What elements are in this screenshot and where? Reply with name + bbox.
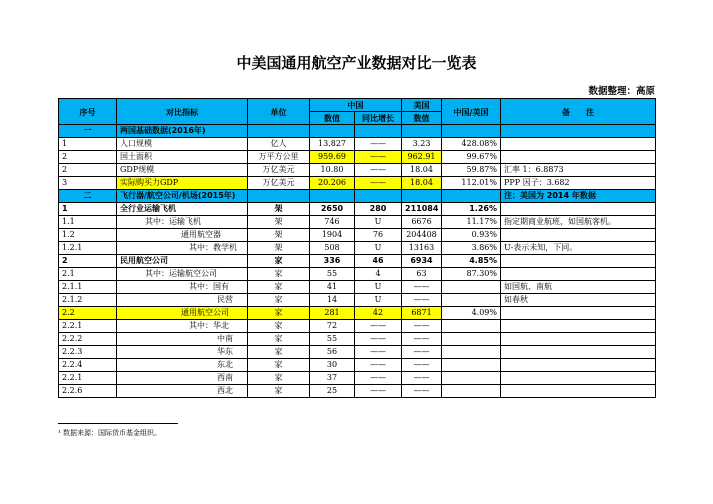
table-row (59, 372, 656, 385)
row-unit: 架 (248, 216, 310, 229)
row-unit: 亿人 (248, 138, 310, 151)
table-row (59, 203, 656, 216)
row-china-value: 55 (310, 268, 355, 281)
row-china-value: 56 (310, 346, 355, 359)
row-ratio: 1.26% (442, 203, 501, 216)
page-title: 中美国通用航空产业数据对比一览表 (236, 54, 477, 72)
row-indicator: 全行业运输飞机 (117, 203, 248, 216)
row-unit: 家 (248, 307, 310, 320)
row-remark (501, 346, 656, 359)
row-indicator: 其中：华北 (117, 320, 248, 333)
row-ratio: 59.87% (442, 164, 501, 177)
row-ratio (442, 385, 501, 398)
row-usa-value: 3.23 (402, 138, 442, 151)
table-row (59, 190, 656, 203)
row-china-growth: —— (355, 177, 402, 190)
table-row (59, 255, 656, 268)
row-unit: 家 (248, 281, 310, 294)
row-usa-value: 211084 (402, 203, 442, 216)
row-china-value: 55 (310, 333, 355, 346)
row-usa-value (402, 190, 442, 203)
row-no: 2.1.1 (59, 281, 117, 294)
row-china-value: 10.80 (310, 164, 355, 177)
author-label: 数据整理：高原 (588, 86, 655, 97)
row-china-value: 336 (310, 255, 355, 268)
row-usa-value: —— (402, 359, 442, 372)
row-no: 2 (59, 164, 117, 177)
row-remark (501, 229, 656, 242)
row-no: 二 (59, 190, 117, 203)
row-usa-value: —— (402, 294, 442, 307)
row-ratio: 4.09% (442, 307, 501, 320)
row-china-growth: —— (355, 333, 402, 346)
row-china-value: 72 (310, 320, 355, 333)
table-row (59, 216, 656, 229)
header-usa: 美国 (402, 99, 442, 112)
row-china-value: 20.206 (310, 177, 355, 190)
table-body (59, 99, 656, 398)
row-usa-value: 6934 (402, 255, 442, 268)
row-unit: 万平方公里 (248, 151, 310, 164)
row-unit: 家 (248, 385, 310, 398)
row-ratio (442, 190, 501, 203)
row-no: 1 (59, 203, 117, 216)
table-row (59, 151, 656, 164)
row-ratio: 4.85% (442, 255, 501, 268)
row-indicator: 民营 (117, 294, 248, 307)
row-ratio: 112.01% (442, 177, 501, 190)
row-china-growth: 280 (355, 203, 402, 216)
row-ratio (442, 333, 501, 346)
row-china-value: 30 (310, 359, 355, 372)
row-indicator: 其中：国有 (117, 281, 248, 294)
row-unit: 家 (248, 255, 310, 268)
table-row (59, 359, 656, 372)
row-remark: 如国航、南航 (501, 281, 656, 294)
header-unit: 单位 (248, 99, 310, 125)
row-usa-value: —— (402, 385, 442, 398)
row-china-growth: —— (355, 320, 402, 333)
row-china-value: 1904 (310, 229, 355, 242)
row-remark (501, 151, 656, 164)
row-remark (501, 385, 656, 398)
header-no: 序号 (59, 99, 117, 125)
table-row (59, 164, 656, 177)
row-china-value: 25 (310, 385, 355, 398)
table-row (59, 268, 656, 281)
row-china-growth: U (355, 281, 402, 294)
row-no: 一 (59, 125, 117, 138)
row-china-value: 37 (310, 372, 355, 385)
row-usa-value (402, 125, 442, 138)
row-ratio: 428.08% (442, 138, 501, 151)
row-china-growth: U (355, 294, 402, 307)
row-remark (501, 372, 656, 385)
row-usa-value: —— (402, 281, 442, 294)
header-remark: 备 注 (501, 99, 656, 125)
row-china-growth: —— (355, 138, 402, 151)
table-row (59, 320, 656, 333)
footnote: ¹ 数据来源：国际货币基金组织。 (58, 429, 162, 437)
row-indicator: 其中：运输航空公司 (117, 268, 248, 281)
table-row (59, 307, 656, 320)
row-indicator: 其中：教学机 (117, 242, 248, 255)
row-china-value: 41 (310, 281, 355, 294)
row-indicator: 飞行器/航空公司/机场(2015年) (117, 190, 248, 203)
row-no: 2 (59, 255, 117, 268)
row-indicator: 华东 (117, 346, 248, 359)
row-ratio: 87.30% (442, 268, 501, 281)
row-china-growth: 46 (355, 255, 402, 268)
row-ratio: 11.17% (442, 216, 501, 229)
row-no: 1.1 (59, 216, 117, 229)
row-usa-value: 962.91 (402, 151, 442, 164)
table-row (59, 281, 656, 294)
row-no: 2.2.4 (59, 359, 117, 372)
comparison-table (58, 98, 656, 398)
header-ratio: 中国/美国 (442, 99, 501, 125)
row-unit: 家 (248, 359, 310, 372)
row-china-value: 746 (310, 216, 355, 229)
row-remark: 指定期商业航班，如国航客机。 (501, 216, 656, 229)
footnote-rule (58, 423, 178, 424)
row-usa-value: 13163 (402, 242, 442, 255)
header-china: 中国 (310, 99, 402, 112)
row-remark (501, 125, 656, 138)
row-no: 2.2 (59, 307, 117, 320)
row-usa-value: 204408 (402, 229, 442, 242)
row-china-value: 508 (310, 242, 355, 255)
row-usa-value: —— (402, 333, 442, 346)
row-remark (501, 320, 656, 333)
row-remark: U-表示未知，下同。 (501, 242, 656, 255)
row-ratio (442, 359, 501, 372)
row-ratio: 99.67% (442, 151, 501, 164)
row-china-value (310, 125, 355, 138)
row-china-value (310, 190, 355, 203)
row-remark: 注：美国为 2014 年数据 (501, 190, 656, 203)
row-china-growth: —— (355, 359, 402, 372)
row-china-growth: —— (355, 372, 402, 385)
row-ratio (442, 320, 501, 333)
row-no: 2.2.3 (59, 346, 117, 359)
row-ratio (442, 125, 501, 138)
row-usa-value: 18.04 (402, 177, 442, 190)
table-row (59, 242, 656, 255)
table-row (59, 385, 656, 398)
row-remark (501, 138, 656, 151)
row-china-growth: —— (355, 151, 402, 164)
row-unit: 万亿美元 (248, 164, 310, 177)
row-unit: 家 (248, 294, 310, 307)
row-china-growth (355, 125, 402, 138)
header-value: 数值 (310, 112, 355, 125)
row-no: 2.1 (59, 268, 117, 281)
row-china-value: 959.69 (310, 151, 355, 164)
row-indicator: 国土面积 (117, 151, 248, 164)
row-remark: PPP 因子：3.682 (501, 177, 656, 190)
row-unit: 万亿美元 (248, 177, 310, 190)
row-no: 1.2 (59, 229, 117, 242)
row-indicator: 通用航空器 (117, 229, 248, 242)
row-unit: 架 (248, 242, 310, 255)
row-no: 2.1.2 (59, 294, 117, 307)
row-ratio (442, 281, 501, 294)
table-row (59, 346, 656, 359)
row-usa-value: 18.04 (402, 164, 442, 177)
row-indicator: 通用航空公司 (117, 307, 248, 320)
row-unit: 家 (248, 346, 310, 359)
row-indicator: 中南 (117, 333, 248, 346)
row-no: 2 (59, 151, 117, 164)
row-ratio (442, 294, 501, 307)
row-unit (248, 125, 310, 138)
row-china-growth: U (355, 242, 402, 255)
row-no: 3 (59, 177, 117, 190)
header-indicator: 对比指标 (117, 99, 248, 125)
row-no: 2.2.1 (59, 372, 117, 385)
row-indicator: 西南 (117, 372, 248, 385)
row-ratio: 0.93% (442, 229, 501, 242)
row-remark (501, 359, 656, 372)
table-row (59, 125, 656, 138)
row-unit (248, 190, 310, 203)
row-indicator: 实际购买力GDP (117, 177, 248, 190)
row-no: 1 (59, 138, 117, 151)
row-unit: 架 (248, 229, 310, 242)
header-row-1 (59, 99, 656, 112)
row-no: 2.2.1 (59, 320, 117, 333)
row-usa-value: —— (402, 346, 442, 359)
header-usa-value: 数值 (402, 112, 442, 125)
row-indicator: 东北 (117, 359, 248, 372)
row-indicator: 两国基础数据(2016年) (117, 125, 248, 138)
row-no: 2.2.2 (59, 333, 117, 346)
row-china-growth: —— (355, 385, 402, 398)
row-china-value: 13.827 (310, 138, 355, 151)
row-china-growth: —— (355, 164, 402, 177)
row-remark (501, 307, 656, 320)
table-row (59, 138, 656, 151)
table-row (59, 229, 656, 242)
row-unit: 架 (248, 203, 310, 216)
row-remark (501, 255, 656, 268)
row-unit: 家 (248, 372, 310, 385)
row-remark: 如春秋 (501, 294, 656, 307)
row-unit: 家 (248, 333, 310, 346)
row-indicator: GDP规模 (117, 164, 248, 177)
row-usa-value: 63 (402, 268, 442, 281)
row-china-growth: U (355, 216, 402, 229)
row-ratio: 3.86% (442, 242, 501, 255)
row-ratio (442, 346, 501, 359)
row-indicator: 其中：运输飞机 (117, 216, 248, 229)
row-china-growth (355, 190, 402, 203)
row-china-growth: 4 (355, 268, 402, 281)
row-usa-value: 6871 (402, 307, 442, 320)
row-indicator: 人口规模 (117, 138, 248, 151)
row-unit: 家 (248, 268, 310, 281)
table-row (59, 294, 656, 307)
row-china-growth: —— (355, 346, 402, 359)
row-indicator: 西北 (117, 385, 248, 398)
row-remark (501, 333, 656, 346)
row-china-value: 281 (310, 307, 355, 320)
row-usa-value: 6676 (402, 216, 442, 229)
row-china-value: 2650 (310, 203, 355, 216)
header-growth: 同比增长 (355, 112, 402, 125)
row-remark (501, 268, 656, 281)
table-row (59, 177, 656, 190)
table-row (59, 333, 656, 346)
row-usa-value: —— (402, 372, 442, 385)
row-china-value: 14 (310, 294, 355, 307)
row-remark (501, 203, 656, 216)
row-china-growth: 76 (355, 229, 402, 242)
row-usa-value: —— (402, 320, 442, 333)
row-no: 1.2.1 (59, 242, 117, 255)
row-indicator: 民用航空公司 (117, 255, 248, 268)
row-ratio (442, 372, 501, 385)
row-unit: 家 (248, 320, 310, 333)
row-remark: 汇率 1：6.8873 (501, 164, 656, 177)
row-china-growth: 42 (355, 307, 402, 320)
row-no: 2.2.6 (59, 385, 117, 398)
